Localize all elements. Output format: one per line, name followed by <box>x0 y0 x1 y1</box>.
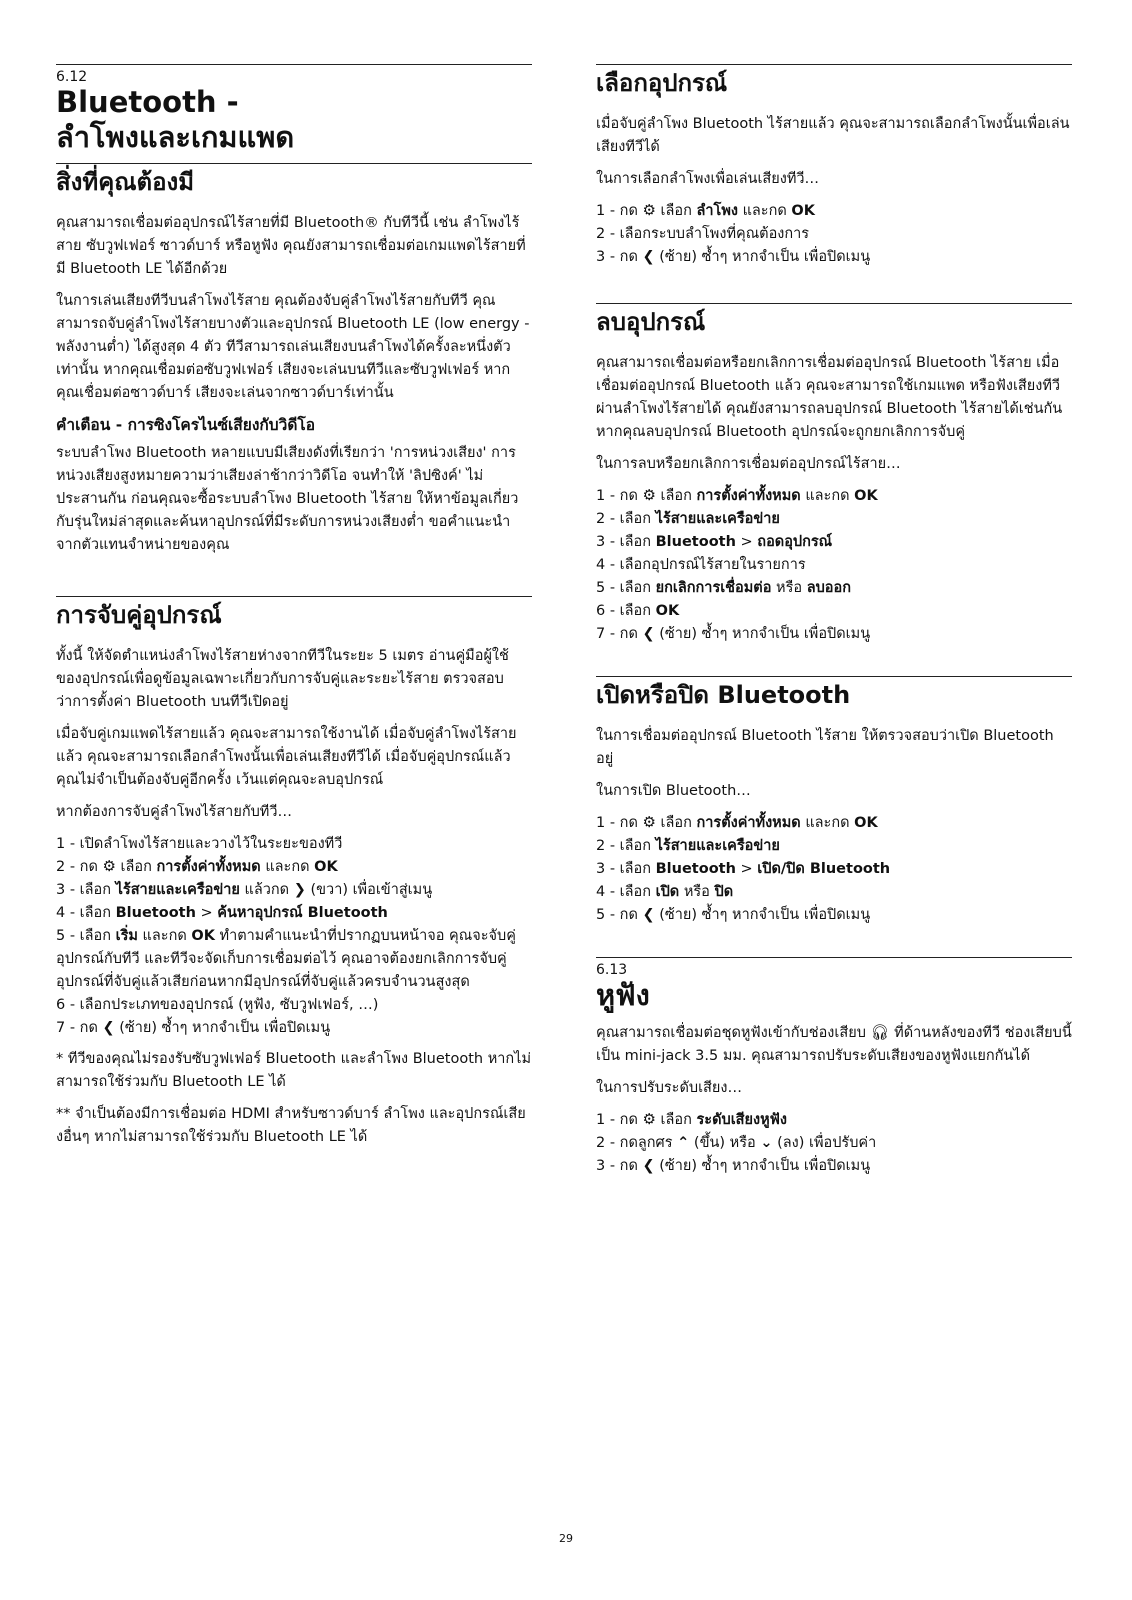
chevron-right-icon: ❯ <box>293 882 306 898</box>
step: 2 - เลือกระบบลำโพงที่คุณต้องการ <box>596 226 810 242</box>
chevron-left-icon: ❮ <box>102 1020 115 1036</box>
step: 4 - เลือก Bluetooth > ค้นหาอุปกรณ์ Bluetooth <box>56 905 388 921</box>
paragraph: ระบบลำโพง Bluetooth หลายแบบมีเสียงดังที่เรียกว่า 'การหน่วงเสียง' การหน่วงเสียงสูงหมายความว่าเสียงล่าช้ากว่าวิดีโอ จนทำให้ 'ลิปซิงค์' ไม่ประสานกัน ก่อนคุณจะซื้อระบบลำโพง Bluetooth ไร้สาย ให้หาข้อมูลเกี่ยวกับรุ่นใหม่ล่าสุดและค้นหาอุปกรณ์ที่มีระดับการหน่วงเสียงต่ำ ขอคำแนะนำจากตัวแทนจำหน่ายของคุณ <box>56 445 519 553</box>
chevron-left-icon: ❮ <box>642 907 655 923</box>
paragraph: ในการเลือกลำโพงเพื่อเล่นเสียงทีวี… <box>596 171 820 187</box>
step: 1 - กด ⚙ เลือก ระดับเสียงหูฟัง <box>596 1110 787 1128</box>
gear-icon: ⚙ <box>642 813 656 831</box>
chapter-title-line1: Bluetooth - <box>56 85 239 119</box>
paragraph: คุณสามารถเชื่อมต่อหรือยกเลิกการเชื่อมต่ออุปกรณ์ Bluetooth ไร้สาย เมื่อเชื่อมต่ออุปกรณ์ Bluetooth แล้ว คุณจะสามารถใช้เกมแพด หรือฟังเสียงทีวีผ่านลำโพงไร้สายได้ คุณยังสามารถลบอุปกรณ์ Bluetooth ไร้สายได้เช่นกัน หากคุณลบอุปกรณ์ Bluetooth อุปกรณ์จะถูกยกเลิกการจับคู่ <box>596 355 1063 440</box>
step: 7 - กด ❮ (ซ้าย) ซ้ำๆ หากจำเป็น เพื่อปิดเมนู <box>56 1017 532 1040</box>
step: 2 - เลือก ไร้สายและเครือข่าย <box>596 838 780 854</box>
step-list <box>596 812 1072 927</box>
step: 3 - กด ❮ (ซ้าย) ซ้ำๆ หากจำเป็น เพื่อปิดเมนู <box>596 1155 1072 1178</box>
step: 1 - กด ⚙ เลือก ลำโพง และกด OK <box>596 201 815 219</box>
section-remove-device <box>596 303 1072 646</box>
paragraph: ในการเปิด Bluetooth… <box>596 783 751 799</box>
section-bluetooth-onoff <box>596 676 1072 927</box>
left-column <box>56 64 532 1158</box>
section-title: เปิดหรือปิด Bluetooth <box>596 681 851 709</box>
section-pairing <box>56 596 532 1149</box>
step: 1 - กด ⚙ เลือก การตั้งค่าทั้งหมด และกด OK <box>596 486 878 504</box>
step: 4 - เลือกอุปกรณ์ไร้สายในรายการ <box>596 557 806 573</box>
paragraph: คุณสามารถเชื่อมต่อชุดหูฟังเข้ากับช่องเสียบ 🎧︎ ที่ด้านหลังของทีวี ช่องเสียบนี้เป็น mini-jack 3.5 มม. คุณสามารถปรับระดับเสียงของหูฟังแยกกันได้ <box>596 1023 1072 1064</box>
step: 2 - กดลูกศร ⌃ (ขึ้น) หรือ ⌄ (ลง) เพื่อปรับค่า <box>596 1132 1072 1155</box>
step: 7 - กด ❮ (ซ้าย) ซ้ำๆ หากจำเป็น เพื่อปิดเมนู <box>596 623 1072 646</box>
step: 6 - เลือก OK <box>596 603 680 619</box>
chevron-down-icon: ⌄ <box>760 1135 773 1151</box>
step-list <box>596 200 1072 269</box>
step: 5 - เลือก เริ่ม และกด OK ทำตามคำแนะนำที่ปรากฏบนหน้าจอ คุณจะจับคู่อุปกรณ์กับทีวี และทีวีจะจัดเก็บการเชื่อมต่อไว้ คุณอาจต้องยกเลิกการจับคู่อุปกรณ์ที่จับคู่แล้วเสียก่อนหากมีอุปกรณ์ที่จับคู่แล้วครบจำนวนสูงสุด <box>56 928 516 990</box>
gear-icon: ⚙ <box>642 1110 656 1128</box>
gear-icon: ⚙ <box>642 486 656 504</box>
footnote: ** จำเป็นต้องมีการเชื่อมต่อ HDMI สำหรับซาวด์บาร์ ลำโพง และอุปกรณ์เสียงอื่นๆ หากไม่สามารถใช้ร่วมกับ Bluetooth LE ได้ <box>56 1106 526 1145</box>
step: 3 - กด ❮ (ซ้าย) ซ้ำๆ หากจำเป็น เพื่อปิดเมนู <box>596 246 1072 269</box>
step-list <box>56 833 532 1040</box>
footnote: * ทีวีของคุณไม่รองรับซับวูฟเฟอร์ Bluetooth และลำโพง Bluetooth หากไม่สามารถใช้ร่วมกับ Bluetooth LE ได้ <box>56 1051 532 1090</box>
section-title: ลบอุปกรณ์ <box>596 308 706 336</box>
chevron-up-icon: ⌃ <box>677 1135 690 1151</box>
chapter-header <box>56 64 532 155</box>
chevron-left-icon: ❮ <box>642 249 655 265</box>
step: 2 - เลือก ไร้สายและเครือข่าย <box>596 511 780 527</box>
paragraph: คุณสามารถเชื่อมต่ออุปกรณ์ไร้สายที่มี Bluetooth® กับทีวีนี้ เช่น ลำโพงไร้สาย ซับวูฟเฟอร์ ซาวด์บาร์ หรือหูฟัง คุณยังสามารถเชื่อมต่อเกมแพดไร้สายที่มี Bluetooth LE ได้อีกด้วย <box>56 215 526 277</box>
gear-icon: ⚙ <box>102 857 116 875</box>
chapter-title-line2: ลำโพงและเกมแพด <box>56 120 295 154</box>
section-headphones <box>596 957 1072 1178</box>
chevron-left-icon: ❮ <box>642 626 655 642</box>
right-column <box>596 64 1072 1186</box>
chevron-left-icon: ❮ <box>642 1158 655 1174</box>
section-what-you-need <box>56 163 532 557</box>
step: 5 - เลือก ยกเลิกการเชื่อมต่อ หรือ ลบออก <box>596 580 851 596</box>
step-list <box>596 485 1072 646</box>
paragraph: ในการเล่นเสียงทีวีบนลำโพงไร้สาย คุณต้องจับคู่ลำโพงไร้สายกับทีวี คุณสามารถจับคู่ลำโพงไร้สายบางตัวและอุปกรณ์ Bluetooth LE (low energy - พลังงานต่ำ) ได้สูงสุด 4 ตัว ทีวีสามารถเล่นเสียงบนลำโพงได้ครั้งละหนึ่งตัวเท่านั้น หากคุณเชื่อมต่อซับวูฟเฟอร์ เสียงจะเล่นบนทีวีและซับวูฟเฟอร์ หากคุณเชื่อมต่อซาวด์บาร์ เสียงจะเล่นจากซาวด์บาร์เท่านั้น <box>56 293 530 401</box>
chapter-title <box>56 85 532 155</box>
paragraph: หากต้องการจับคู่ลำโพงไร้สายกับทีวี… <box>56 804 293 820</box>
chapter-number: 6.13 <box>596 962 628 978</box>
step-list <box>596 1109 1072 1178</box>
paragraph: ในการเชื่อมต่ออุปกรณ์ Bluetooth ไร้สาย ให้ตรวจสอบว่าเปิด Bluetooth อยู่ <box>596 728 1054 767</box>
page-number: 29 <box>559 1532 573 1545</box>
section-select-device <box>596 64 1072 269</box>
step: 6 - เลือกประเภทของอุปกรณ์ (หูฟัง, ซับวูฟเฟอร์, …) <box>56 997 379 1013</box>
paragraph: ทั้งนี้ ให้จัดตำแหน่งลำโพงไร้สายห่างจากทีวีในระยะ 5 เมตร อ่านคู่มือผู้ใช้ของอุปกรณ์เพื่อดูข้อมูลเฉพาะเกี่ยวกับการจับคู่และระยะไร้สาย ตรวจสอบว่าการตั้งค่า Bluetooth บนทีวีเปิดอยู่ <box>56 648 509 710</box>
step: 3 - เลือก ไร้สายและเครือข่าย แล้วกด ❯ (ขวา) เพื่อเข้าสู่เมนู <box>56 879 532 902</box>
section-title: การจับคู่อุปกรณ์ <box>56 601 222 629</box>
chapter-number: 6.12 <box>56 69 88 85</box>
section-title: เลือกอุปกรณ์ <box>596 69 728 97</box>
paragraph: ในการลบหรือยกเลิกการเชื่อมต่ออุปกรณ์ไร้สาย… <box>596 456 901 472</box>
subsection-title: คำเตือน - การซิงโครไนซ์เสียงกับวิดีโอ <box>56 416 316 434</box>
section-title: สิ่งที่คุณต้องมี <box>56 168 195 196</box>
step: 5 - กด ❮ (ซ้าย) ซ้ำๆ หากจำเป็น เพื่อปิดเมนู <box>596 904 1072 927</box>
paragraph: ในการปรับระดับเสียง… <box>596 1080 742 1096</box>
step: 1 - เปิดลำโพงไร้สายและวางไว้ในระยะของทีวี <box>56 836 343 852</box>
step: 4 - เลือก เปิด หรือ ปิด <box>596 884 734 900</box>
paragraph: เมื่อจับคู่ลำโพง Bluetooth ไร้สายแล้ว คุณจะสามารถเลือกลำโพงนั้นเพื่อเล่นเสียงทีวีได้ <box>596 116 1070 155</box>
step: 1 - กด ⚙ เลือก การตั้งค่าทั้งหมด และกด OK <box>596 813 878 831</box>
step: 2 - กด ⚙ เลือก การตั้งค่าทั้งหมด และกด OK <box>56 857 338 875</box>
paragraph: เมื่อจับคู่เกมแพดไร้สายแล้ว คุณจะสามารถใช้งานได้ เมื่อจับคู่ลำโพงไร้สายแล้ว คุณจะสามารถเลือกลำโพงนั้นเพื่อเล่นเสียงทีวีได้ เมื่อจับคู่อุปกรณ์แล้ว คุณไม่จำเป็นต้องจับคู่อีกครั้ง เว้นแต่คุณจะลบอุปกรณ์ <box>56 726 517 788</box>
step: 3 - เลือก Bluetooth > เปิด/ปิด Bluetooth <box>596 861 891 877</box>
headphones-icon: 🎧︎ <box>870 1023 890 1041</box>
step: 3 - เลือก Bluetooth > ถอดอุปกรณ์ <box>596 534 833 550</box>
gear-icon: ⚙ <box>642 201 656 219</box>
chapter-title: หูฟัง <box>596 978 650 1012</box>
